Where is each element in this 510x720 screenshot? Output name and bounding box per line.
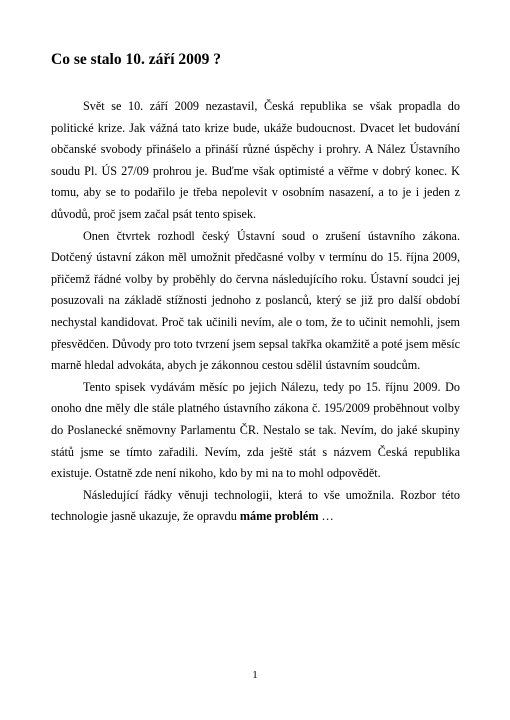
document-title: Co se stalo 10. září 2009 ? <box>51 51 222 68</box>
document-body <box>51 96 460 528</box>
paragraph-3: Tento spisek vydávám měsíc po jejich Nálezu, tedy po 15. říjnu 2009. Do onoho dne měly dle stále platného ústavního zákona č. 195/2009 proběhnout volby do Poslanecké sněmovny Parlamentu ČR. Nestalo se tak. Nevím, do jaké skupiny států jsme se tímto zařadili. Nevím, zda ještě stát s názvem Česká republika existuje. Ostatně zde není nikoho, kdo by mi na to mohl odpovědět. <box>51 379 460 481</box>
paragraph-4-text-before: Následující řádky věnuji technologii, která to vše umožnila. Rozbor této technologie jasně ukazuje, že opravdu <box>51 487 460 524</box>
paragraph-4 <box>51 485 460 528</box>
paragraph-1: Svět se 10. září 2009 nezastavil, Česká republika se však propadla do politické krize. Jak vážná tato krize bude, ukáže budoucnost. Dvacet let budování občanské svobody přinášelo a přináší různé úspěchy i prohry. A Nález Ústavního soudu Pl. ÚS 27/09 prohrou je. Buďme však optimisté a věřme v dobrý konec. K tomu, aby se to podařilo je třeba nepolevit v osobním nasazení, a to je i jeden z důvodů, proč jsem začal psát tento spisek. <box>51 99 460 221</box>
paragraph-4-text-after: … <box>318 509 334 524</box>
page-number: 1 <box>252 669 258 681</box>
paragraph-4-emphasis: máme problém <box>239 509 319 524</box>
paragraph-2: Onen čtvrtek rozhodl český Ústavní soud o zrušení ústavního zákona. Dotčený ústavní zákon měl umožnit předčasné volby v termínu do 15. října 2009, přičemž řádné volby by proběhly do června následujícího roku. Ústavní soudci jej posuzovali na základě stížnosti jednoho z poslanců, který se již pro další období nechystal kandidovat. Proč tak učinili nevím, ale o tom, že to učinit nemohli, jsem přesvědčen. Důvody pro toto tvrzení jsem sepsal takřka okamžitě a poté jsem měsíc marně hledal advokáta, abych je zákonnou cestou sdělil ústavním soudcům. <box>51 228 460 373</box>
